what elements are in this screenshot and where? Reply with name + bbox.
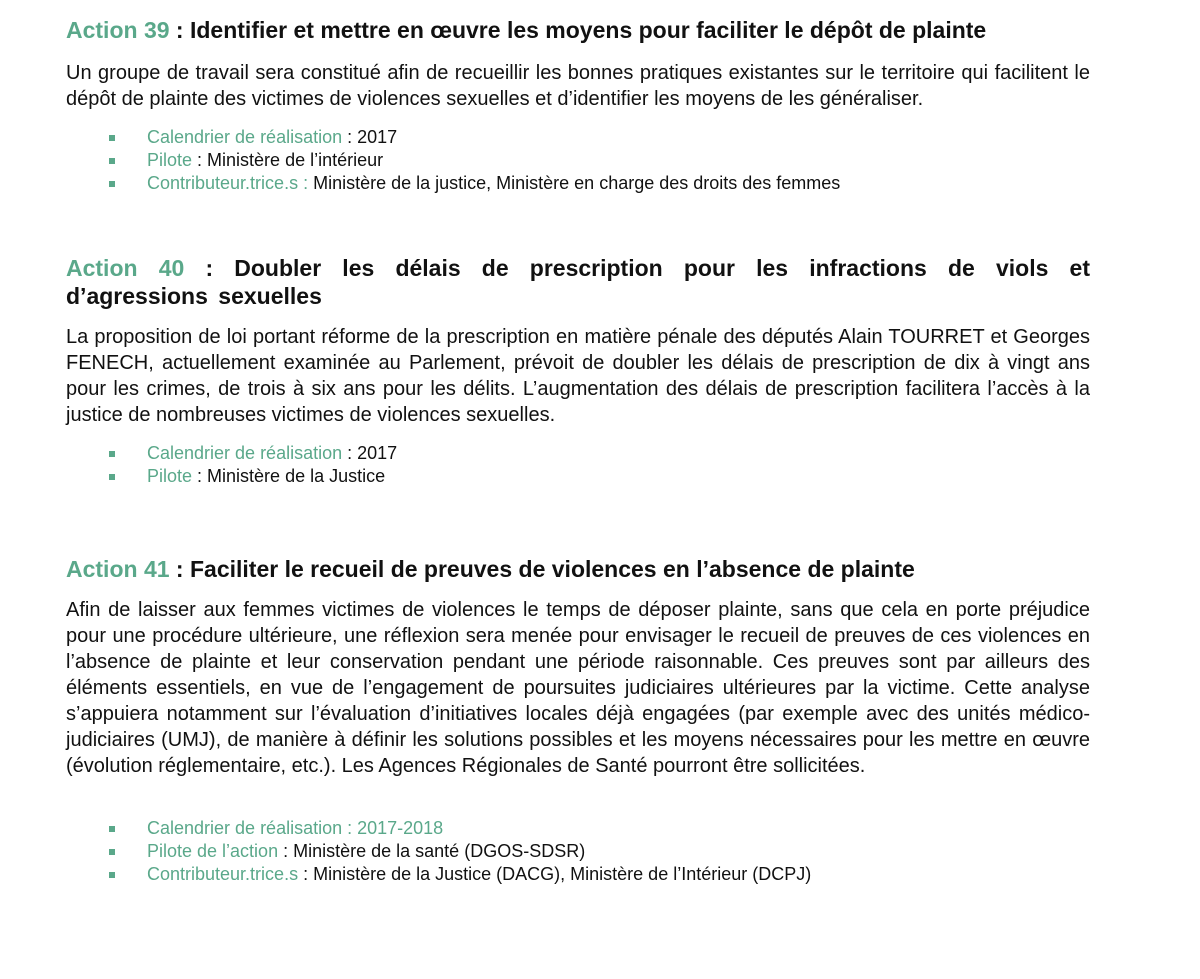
meta-separator: : (192, 150, 208, 170)
square-bullet-icon (109, 135, 115, 141)
meta-value: Ministère de la justice, Ministère en charge des droits des femmes (313, 173, 841, 193)
meta-separator: : (298, 864, 314, 884)
meta-item-pilot (66, 149, 1090, 172)
action-40-heading (66, 254, 1090, 310)
action-body: La proposition de loi portant réforme de la prescription en matière pénale des députés Alain TOURRET et Georges FENECH, actuellement examinée au Parlement, prévoit de doubler les délais de prescription de dix à vingt ans pour les crimes, de trois à six ans pour les délits. L’augmentation des délais de prescription facilitera l’accès à la justice de nombreuses victimes de violences sexuelles. (66, 326, 1090, 426)
meta-separator: : (192, 466, 208, 486)
meta-value: 2017 (357, 443, 398, 463)
meta-separator: : (278, 841, 294, 861)
action-meta-list (66, 126, 1090, 195)
meta-separator: : (342, 127, 358, 147)
action-title: Faciliter le recueil de preuves de violences en l’absence de plainte (189, 556, 915, 582)
meta-item-pilot (66, 840, 1090, 863)
action-41-section (66, 555, 1090, 886)
action-meta-list (66, 442, 1090, 488)
meta-item-pilot (66, 465, 1090, 488)
meta-item-contributors (66, 863, 1090, 886)
action-number: Action 39 (66, 17, 170, 43)
meta-label: Calendrier de réalisation : 2017-2018 (147, 818, 444, 838)
square-bullet-icon (109, 451, 115, 457)
meta-label: Pilote (147, 150, 193, 170)
meta-label: Contributeur.trice.s : (147, 173, 314, 193)
action-41-heading (66, 555, 1090, 583)
action-body: Afin de laisser aux femmes victimes de violences le temps de déposer plainte, sans que cela en porte préjudice pour une procédure ultérieure, une réflexion sera menée pour envisager le recueil de preuves de ces violences en l’absence de plainte et leur conservation pendant une période raisonnable. Ces preuves sont par ailleurs des éléments essentiels, en vue de l’engagement de poursuites judiciaires ultérieures par la victime. Cette analyse s’appuiera notamment sur l’évaluation d’initiatives locales déjà engagées (par exemple avec des unités médico-judiciaires (UMJ), de manière à définir les solutions possibles et les moyens nécessaires pour les mettre en œuvre (évolution réglementaire, etc.). Les Agences Régionales de Santé pourront être sollicitées. (66, 599, 1090, 777)
heading-separator: : (169, 17, 190, 43)
square-bullet-icon (109, 872, 115, 878)
meta-value: 2017 (357, 127, 398, 147)
action-body: Un groupe de travail sera constitué afin de recueillir les bonnes pratiques existantes sur le territoire qui facilitent le dépôt de plainte des victimes de violences sexuelles et d’identifier les moyens de les généraliser. (66, 62, 1090, 110)
square-bullet-icon (109, 474, 115, 480)
meta-separator: : (342, 443, 358, 463)
meta-label: Calendrier de réalisation (147, 443, 343, 463)
meta-value: Ministère de la Justice (207, 466, 386, 486)
meta-label: Pilote (147, 466, 193, 486)
action-title: Doubler les délais de prescription pour les infractions de viols et d’agressions sexuelles (66, 255, 1090, 309)
action-number: Action 41 (66, 556, 170, 582)
meta-value: Ministère de la santé (DGOS-SDSR) (293, 841, 586, 861)
meta-label: Contributeur.trice.s (147, 864, 299, 884)
meta-label: Pilote de l’action (147, 841, 279, 861)
meta-item-calendar (66, 126, 1090, 149)
action-40-section (66, 254, 1090, 488)
heading-separator: : (169, 556, 190, 582)
meta-label: Calendrier de réalisation (147, 127, 343, 147)
meta-item-contributors (66, 172, 1090, 195)
square-bullet-icon (109, 849, 115, 855)
action-meta-list (66, 817, 1090, 886)
action-39-heading (66, 16, 1090, 44)
square-bullet-icon (109, 826, 115, 832)
action-number: Action 40 (66, 255, 185, 281)
meta-item-calendar (66, 442, 1090, 465)
heading-separator: : (184, 255, 235, 281)
meta-item-calendar (66, 817, 1090, 840)
square-bullet-icon (109, 181, 115, 187)
meta-value: Ministère de la Justice (DACG), Ministère de l’Intérieur (DCPJ) (313, 864, 812, 884)
meta-value: Ministère de l’intérieur (207, 150, 384, 170)
action-39-section (66, 16, 1090, 195)
square-bullet-icon (109, 158, 115, 164)
action-title: Identifier et mettre en œuvre les moyens pour faciliter le dépôt de plainte (189, 17, 987, 43)
